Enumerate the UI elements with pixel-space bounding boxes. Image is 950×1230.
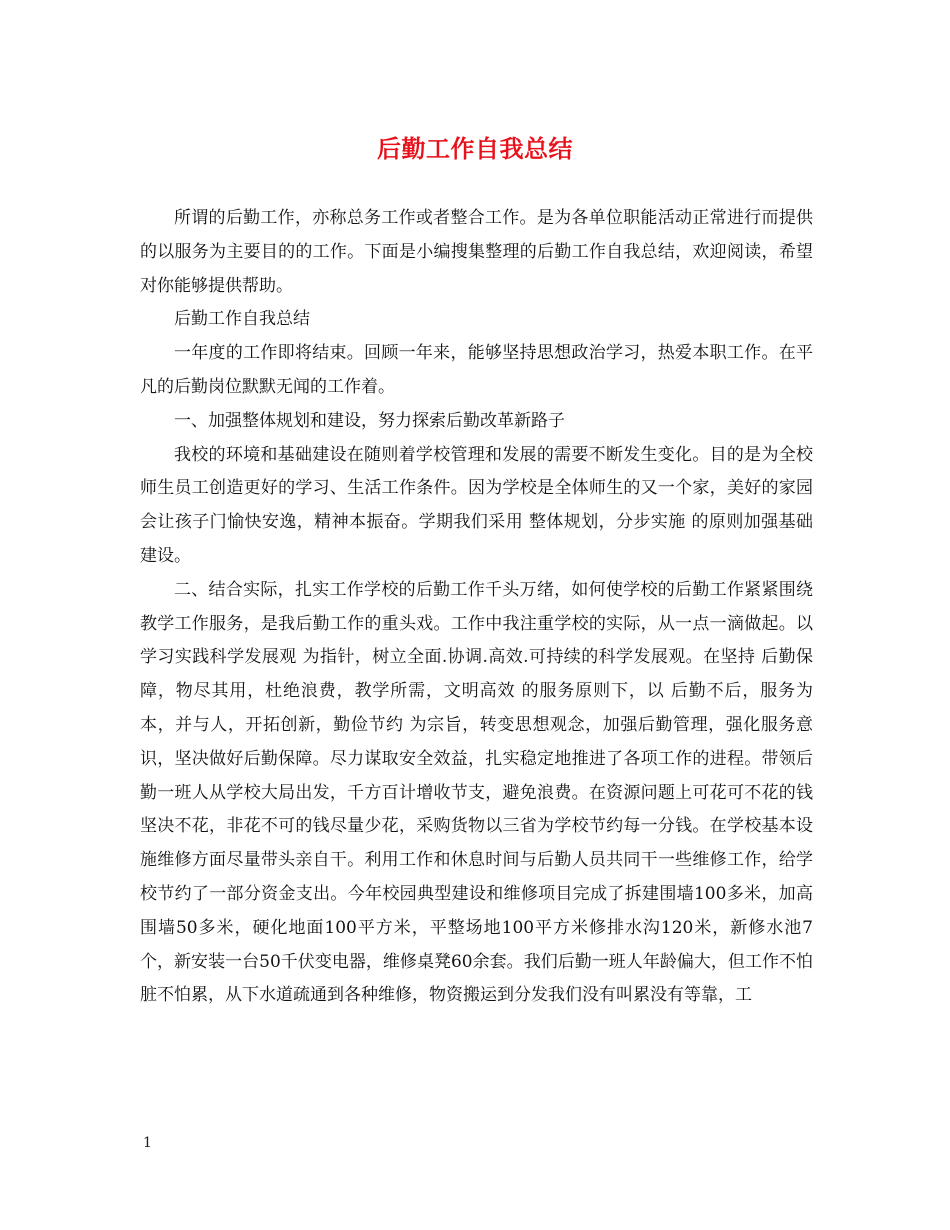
- paragraph-section-one: 我校的环境和基础建设在随则着学校管理和发展的需要不断发生变化。目的是为全校师生员工创造更好的学习、生活工作条件。因为学校是全体师生的又一个家，美好的家园会让孩子门愉快安逸，精神本振奋。学期我们采用 整体规划，分步实施 的原则加强基础建设。: [140, 444, 813, 566]
- paragraph-opening: 一年度的工作即将结束。回顾一年来，能够坚持思想政治学习，热爱本职工作。在平凡的后勤岗位默默无闻的工作着。: [140, 343, 813, 397]
- paragraph-subtitle: 后勤工作自我总结: [174, 309, 310, 330]
- paragraph-section-two: 二、结合实际，扎实工作学校的后勤工作千头万绪，如何使学校的后勤工作紧紧围绕教学工作服务，是我后勤工作的重头戏。工作中我注重学校的实际，从一点一滴做起。以 学习实践科学发展观 为指针，树立全面.协调.高效.可持续的科学发展观。在坚持 后勤保障，物尽其用，杜绝浪费，教学所需，文明高效 的服务原则下，以 后勤不后，服务为本，并与人，开拓创新，勤俭节约 为宗旨，转变思想观念，加强后勤管理，强化服务意识，坚决做好后勤保障。尽力谋取安全效益，扎实稳定地推进了各项工作的进程。带领后勤一班人从学校大局出发，千方百计增收节支，避免浪费。在资源问题上可花可不花的钱坚决不花，非花不可的钱尽量少花，采购货物以三省为学校节约每一分钱。在学校基本设施维修方面尽量带头亲自干。利用工作和休息时间与后勤人员共同干一些维修工作，给学校节约了一部分资金支出。今年校园典型建设和维修项目完成了拆建围墙100多米，加高围墙50多米，硬化地面100平方米，平整场地100平方米修排水沟120米，新修水池7个，新安装一台50千伏变电器，维修桌凳60余套。我们后勤一班人年龄偏大，但工作不怕脏不怕累，从下水道疏通到各种维修，物资搬运到分发我们没有叫累没有等靠，工: [140, 579, 813, 1006]
- paragraph-intro: 所谓的后勤工作，亦称总务工作或者整合工作。是为各单位职能活动正常进行而提供的以服务为主要目的的工作。下面是小编搜集整理的后勤工作自我总结，欢迎阅读，希望对你能够提供帮助。: [140, 208, 813, 296]
- page-number: 1: [143, 1135, 152, 1151]
- document-title: 后勤工作自我总结: [377, 135, 573, 163]
- document-body: [140, 202, 813, 1013]
- paragraph-heading-one: 一、加强整体规划和建设，努力探索后勤改革新路子: [174, 410, 565, 431]
